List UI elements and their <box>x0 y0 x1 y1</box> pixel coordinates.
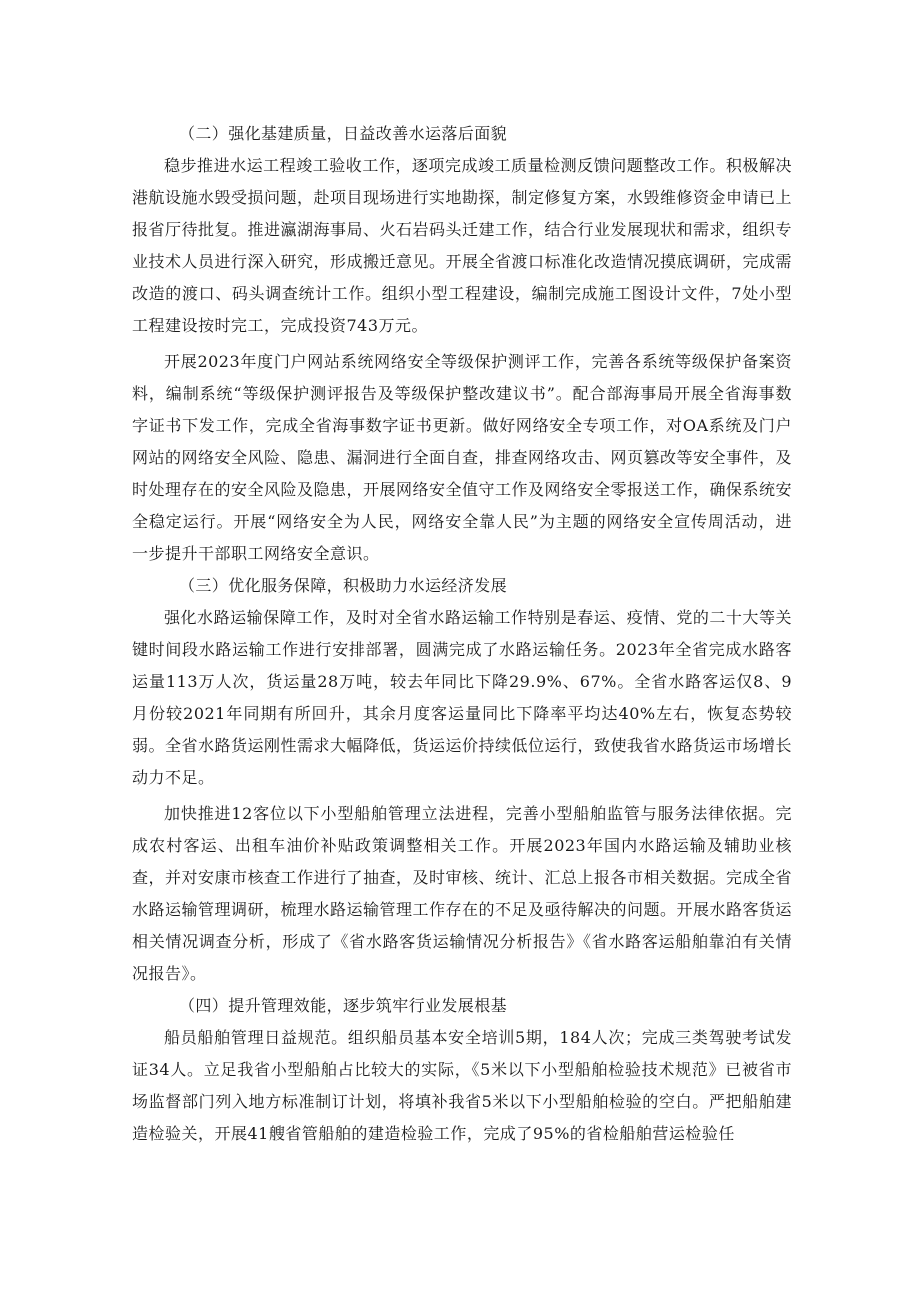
section-heading: （四）提升管理效能，逐步筑牢行业发展根基 <box>179 996 508 1015</box>
section-heading: （三）优化服务保障，积极助力水运经济发展 <box>179 576 508 595</box>
paragraph: 开展2023年度门户网站系统网络安全等级保护测评工作，完善各系统等级保护备案资料，编制系统“等级保护测评报告及等级保护整改建议书”。配合部海事局开展全省海事数字证书下发工作，完成全省海事数字证书更新。做好网络安全专项工作，对OA系统及门户网站的网络安全风险、隐患、漏洞进行全面自查，排查网络攻击、网页篡改等安全事件，及时处理存在的安全风险及隐患，开展网络安全值守工作及网络安全零报送工作，确保系统安全稳定运行。开展“网络安全为人民，网络安全靠人民”为主题的网络安全宣传周活动，进一步提升干部职工网络安全意识。 <box>132 352 793 563</box>
paragraph: 强化水路运输保障工作，及时对全省水路运输工作特别是春运、疫情、党的二十大等关键时间段水路运输工作进行安排部署，圆满完成了水路运输任务。2023年全省完成水路客运量113万人次，货运量28万吨，较去年同比下降29.9%、67%。全省水路客运仅8、9月份较2021年同期有所回升，其余月度客运量同比下降率平均达40%左右，恢复态势较弱。全省水路货运刚性需求大幅降低，货运运价持续低位运行，致使我省水路货运市场增长动力不足。 <box>132 608 793 787</box>
paragraph: 加快推进12客位以下小型船舶管理立法进程，完善小型船舶监管与服务法律依据。完成农村客运、出租车油价补贴政策调整相关工作。开展2023年国内水路运输及辅助业核查，并对安康市核查工作进行了抽查，及时审核、统计、汇总上报各市相关数据。完成全省水路运输管理调研，梳理水路运输管理工作存在的不足及亟待解决的问题。开展水路客货运相关情况调查分析，形成了《省水路客货运输情况分析报告》《省水路客运船舶靠泊有关情况报告》。 <box>132 804 793 983</box>
paragraph: 船员船舶管理日益规范。组织船员基本安全培训5期，184人次；完成三类驾驶考试发证34人。立足我省小型船舶占比较大的实际，《5米以下小型船舶检验技术规范》已被省市场监督部门列入地方标准制订计划，将填补我省5米以下小型船舶检验的空白。严把船舶建造检验关，开展41艘省管船舶的建造检验工作，完成了95%的省检船舶营运检验任 <box>132 1028 792 1143</box>
section-heading: （二）强化基建质量，日益改善水运落后面貌 <box>179 124 508 143</box>
paragraph: 稳步推进水运工程竣工验收工作，逐项完成竣工质量检测反馈问题整改工作。积极解决港航设施水毁受损问题，赴项目现场进行实地勘探，制定修复方案，水毁维修资金申请已上报省厅待批复。推进瀛湖海事局、火石岩码头迁建工作，结合行业发展现状和需求，组织专业技术人员进行深入研究，形成搬迁意见。开展全省渡口标准化改造情况摸底调研，完成需改造的渡口、码头调查统计工作。组织小型工程建设，编制完成施工图设计文件，7处小型工程建设按时完工，完成投资743万元。 <box>132 156 793 335</box>
